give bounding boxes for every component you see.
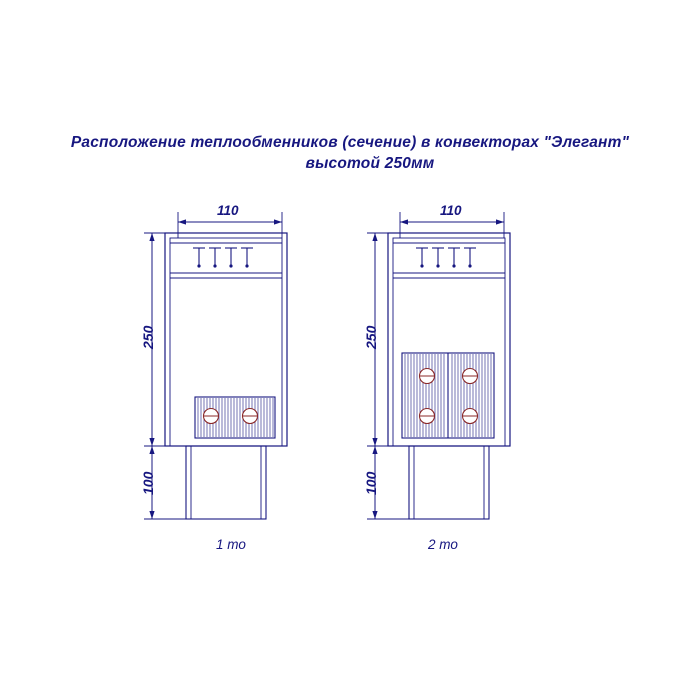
unit-1-depth-label: 100 [140, 471, 156, 495]
unit-2-width-label: 110 [440, 203, 462, 218]
title-line-2: высотой 250мм [305, 155, 435, 172]
unit-2-drawing [367, 212, 510, 519]
unit-2-depth-label: 100 [363, 471, 379, 495]
unit-1-width-label: 110 [217, 203, 239, 218]
title-line-1: Расположение теплообменников (сечение) в конвекторах "Элегант" [70, 134, 630, 151]
unit-1-drawing [144, 212, 287, 519]
unit-2-caption: 2 то [428, 537, 458, 552]
unit-1-height-label: 250 [140, 325, 156, 349]
unit-2-height-label: 250 [363, 325, 379, 349]
unit-1-caption: 1 то [216, 537, 246, 552]
page-title [0, 132, 700, 174]
